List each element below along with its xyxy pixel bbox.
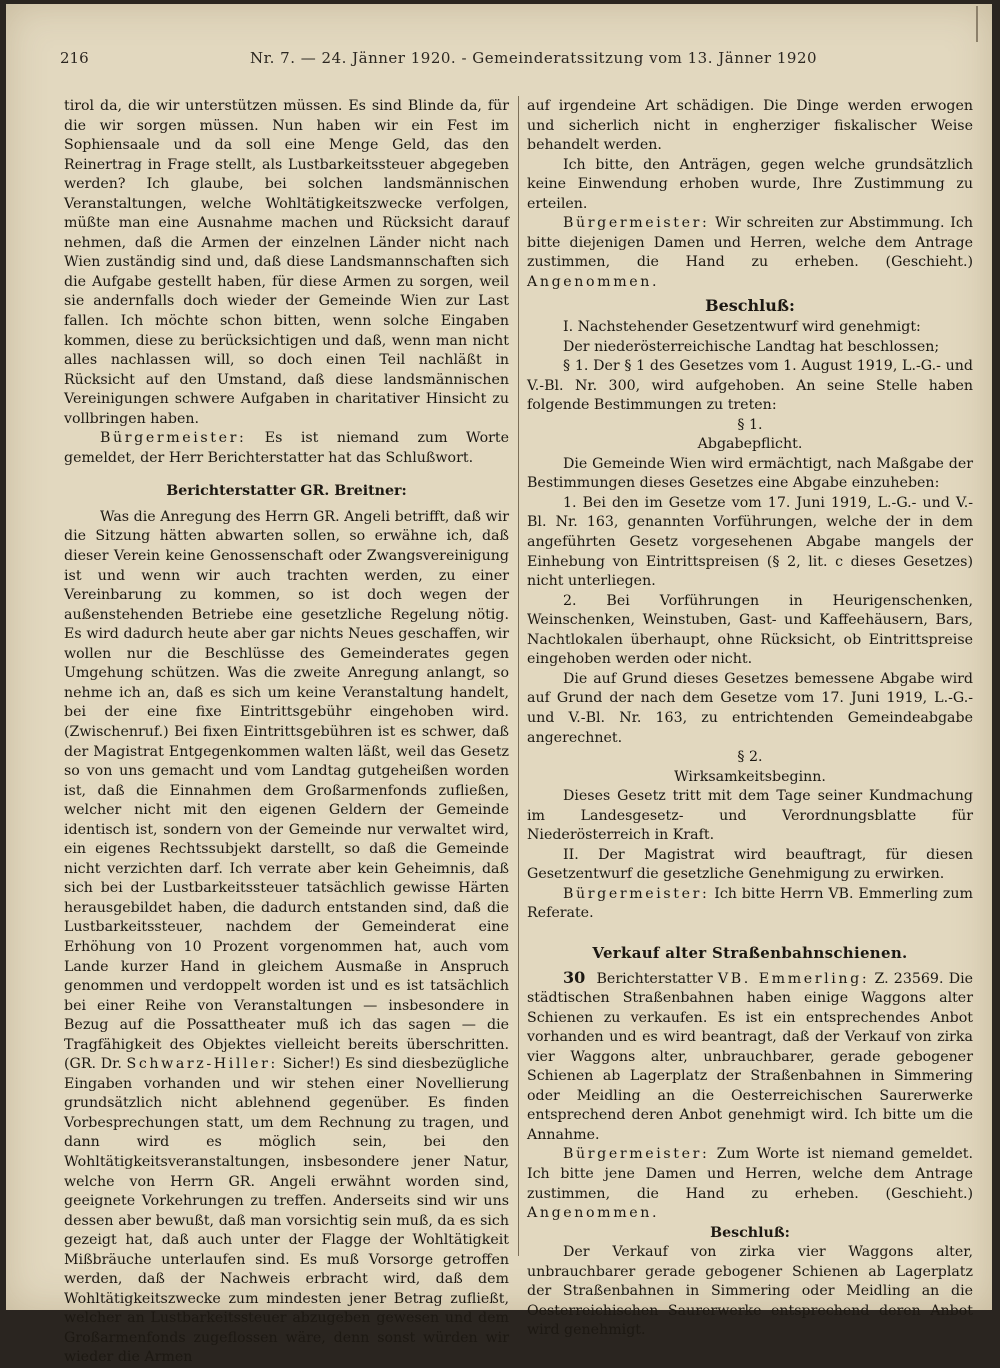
column-divider: [518, 96, 519, 1256]
section-number: § 2.: [737, 749, 763, 766]
paragraph: Der niederösterreichische Landtag hat beschlossen;: [563, 338, 940, 355]
page-edge-mark: [976, 6, 978, 42]
paragraph: Ich bitte, den Anträgen, gegen welche grundsätzlich keine Einwendung erhoben wurde, Ihre Zustimmung zu erteilen.: [527, 156, 973, 212]
paragraph: auf irgendeine Art schädigen. Die Dinge werden erwogen und sicherlich nicht in engherziger fiskalischer Weise behandelt werden.: [527, 98, 973, 154]
item-number: 30: [563, 967, 586, 987]
speech-text: Was die Anregung des Herrn GR. Angeli betrifft, daß wir die Sitzung hätten abwarten sollen, so erwähne ich, daß dieser Verein keine Genossenschaft oder Zwangsvereinigung ist und wenn wir auch trachten werden, zu einer Vereinbarung zu kommen, so ist doch wegen der außenstehenden Betriebe eine gesetzliche Regelung nötig. Es wird dadurch heute aber gar nichts Neues geschaffen, wir wollen nur die Beschlüsse des Gemeinderates gegen Umgehung schützen. Was die zweite Anregung anlangt, so nehme ich an, daß es sich um keine Veranstaltung handelt, bei der eine fixe Eintrittsgebühr eingehoben wird. (Zwischenruf.) Bei fixen Eintrittsgebühren ist es schwer, daß der Magistrat Entgegenkommen walten läßt, weil das Gesetz so von uns gemacht und vom Landtag gutgeheißen worden ist, daß die Einnahmen dem Großarmenfonds zufließen, welcher nicht mit den eigenen Geldern der Gemeinde identisch ist, sondern von der Gemeinde nur verwaltet wird, ein eigenes Rechtssubjekt darstellt, so daß die Gemeinde nicht verzichten darf. Ich verrate aber kein Geheimnis, daß sich bei der Lustbarkeitssteuer tatsächlich gewisse Härten herausgebildet haben, die dadurch entstanden sind, daß die Lustbarkeitssteuer, nachdem der Gemeinderat eine Erhöhung von 10 Prozent vorgenommen hat, auch vom Lande kurzer Hand in gleichem Ausmaße in Anspruch genommen und verdoppelt worden ist und es ist tatsächlich bei einer Reihe von Veranstaltungen — insbesondere in Bezug auf die Possattheater muß ich das sagen — die Tragfähigkeit des Objektes vielleicht bereits überschritten. (GR. Dr.: [64, 508, 509, 1073]
section-number: § 1.: [737, 416, 763, 433]
speaker-label: Bürgermeister:: [563, 1146, 710, 1163]
speaker-label: Bürgermeister:: [563, 885, 710, 902]
speech-text: Wir schreiten zur Abstimmung. Ich bitte diejenigen Damen und Herren, welche dem Antrage zustimmen, die Hand zu erheben. (Geschieht.): [527, 215, 973, 271]
resolution-heading: Beschluß:: [705, 296, 795, 316]
speech-text: Sicher!) Es sind diesbezügliche Eingaben vorhanden und wir stehen einer Novellierung grundsätzlich nicht ablehnend gegenüber. Es finden Vorbesprechungen statt, um dem Rechnung zu tragen, und dann wird es möglich sein, bei den Wohltätigkeitsveranstaltungen, insbesondere jener Natur, welche von Herrn GR. Angeli erwähnt worden sind, geeignete Vorkehrungen zu treffen. Anderseits sind wir uns dessen aber bewußt, daß man vorsichtig sein muß, da es sich gezeigt hat, daß auch unter der Flagge der Wohltätigkeit Mißbräuche unterlaufen sind. Es muß Vorsorge getroffen werden, daß der Nachweis erbracht wird, daß dem Wohltätigkeitszwecke zum mindesten jener Betrag zufließt, welcher an Lustbarkeitssteuer abzugeben gewesen und dem Großarmenfonds zugeflossen wäre, denn sonst würden wir wieder die Armen: [64, 1056, 509, 1366]
paragraph: [527, 1145, 973, 1223]
vote-result: Angenommen.: [527, 1205, 660, 1222]
speech-text: Es ist niemand zum Worte gemeldet, der Herr Berichterstatter hat das Schlußwort.: [64, 430, 509, 466]
header-title: Nr. 7. — 24. Jänner 1920. - Gemeinderatssitzung vom 13. Jänner 1920: [250, 49, 818, 67]
paragraph: I. Nachstehender Gesetzentwurf wird genehmigt:: [563, 319, 921, 336]
paragraph: Die auf Grund dieses Gesetzes bemessene Abgabe wird auf Grund der nach dem Gesetze vom 17. Juni 1919, L.-G.- und V.-Bl. Nr. 163, zu entrichtenden Gemeindeabgabe angerechnet.: [527, 670, 973, 746]
page-number: 216: [60, 49, 89, 67]
paragraph: 2. Bei Vorführungen in Heurigenschenken, Weinschenken, Weinstuben, Gast- und Kaffeehäusern, Bars, Nachtlokalen überhaupt, ohne Rücksicht, ob Eintrittspreise eingehoben werden oder nicht.: [527, 592, 973, 668]
speech-text: Berichterstatter: [591, 970, 718, 987]
vote-result: Angenommen.: [527, 273, 660, 290]
speaker-heading: Berichterstatter GR. Breitner:: [166, 483, 407, 500]
speaker-label: Bürgermeister:: [563, 215, 710, 232]
paragraph: Dieses Gesetz tritt mit dem Tage seiner Kundmachung im Landesgesetz- und Verordnungsblatte für Niederösterreich in Kraft.: [527, 788, 973, 844]
newspaper-page: [6, 4, 992, 1366]
paragraph: [527, 885, 973, 924]
resolution-heading: Beschluß:: [710, 1224, 790, 1241]
paragraph: § 1. Der § 1 des Gesetzes vom 1. August 1919, L.-G.- und V.-Bl. Nr. 300, wird aufgehoben. An seine Stelle haben folgende Bestimmungen zu treten:: [527, 358, 973, 414]
paragraph: Der Verkauf von zirka vier Waggons alter, unbrauchbarer gerade gebogener Schienen ab Lagerplatz der Straßenbahnen in Simmering oder Meidling an die Oesterreichischen Saurerwerke entsprechend deren Anbot wird genehmigt.: [527, 1244, 973, 1339]
paragraph: II. Der Magistrat wird beauftragt, für diesen Gesetzentwurf die gesetzliche Genehmigung zu erwirken.: [527, 846, 973, 883]
spacer: [64, 468, 509, 482]
right-column: [527, 97, 973, 1341]
agenda-heading: Verkauf alter Straßenbahnschienen.: [592, 943, 908, 962]
paragraph: [527, 214, 973, 292]
page-header: [60, 49, 980, 73]
paragraph: tirol da, die wir unterstützen müssen. Es sind Blinde da, für die wir sorgen müssen. Nun haben wir ein Fest im Sophiensaale und da soll eine Menge Geld, das den Reinertrag in Frage stellt, als Lustbarkeitssteuer abgegeben werden? Ich glaube, bei solchen landsmännischen Veranstaltungen, welche Wohltätigkeitszwecke verfolgen, müßte man eine Ausnahme machen und Rücksicht darauf nehmen, daß die Armen der einzelnen Länder nicht nach Wien zuständig sind und, daß diese Landsmannschaften sich die Aufgabe gestellt haben, für diese Armen zu sorgen, weil sie andernfalls doch wieder der Gemeinde Wien zur Last fallen. Ich möchte schon bitten, wenn solche Eingaben kommen, diese zu berücksichtigen und daß, wenn man nicht alles nachlassen will, so doch einen Teil nachläßt in Rücksicht auf den Umstand, daß diese landsmännischen Vereinigungen schwere Aufgaben in charitativer Hinsicht zu vollbringen haben.: [64, 98, 509, 427]
left-column: [64, 97, 509, 1368]
speaker-label: VB. Emmerling:: [717, 970, 870, 987]
section-title: Abgabepflicht.: [697, 436, 803, 453]
paragraph: [64, 508, 509, 1368]
speech-text: Zum Worte ist niemand gemeldet. Ich bitte jene Damen und Herren, welche dem Antrage zustimmen, die Hand zu erheben. (Geschieht.): [527, 1146, 973, 1202]
paragraph: Die Gemeinde Wien wird ermächtigt, nach Maßgabe der Bestimmungen dieses Gesetzes eine Abgabe einzuheben:: [527, 455, 973, 492]
speech-text: Z. 23569. Die städtischen Straßenbahnen haben einige Waggons alter Schienen zu verkaufen. Es ist ein entsprechendes Anbot vorhanden und es wird beantragt, daß der Verkauf von zirka vier Waggons alter, unbrauchbarer, gerade gebogener Schienen ab Lagerplatz der Straßenbahnen in Simmering oder Meidling an die Oesterreichischen Saurerwerke entsprechend deren Anbot genehmigt wird. Ich bitte um die Annahme.: [527, 970, 973, 1143]
speech-text: Ich bitte Herrn VB. Emmerling zum Referate.: [527, 885, 973, 922]
speaker-label: Bürgermeister:: [100, 430, 247, 447]
paragraph: [64, 429, 509, 468]
section-title: Wirksamkeitsbeginn.: [674, 768, 826, 785]
paragraph: 1. Bei den im Gesetze vom 17. Juni 1919, L.-G.- und V.-Bl. Nr. 163, genannten Vorführungen, welche der in dem angeführten Gesetz vorgesehenen Abgabe mangels der Einhebung von Eintrittspreisen (§ 2, lit. c dieses Gesetzes) nicht unterliegen.: [527, 494, 973, 590]
speaker-label: Schwarz-Hiller:: [126, 1056, 278, 1073]
paragraph: [527, 968, 973, 1146]
